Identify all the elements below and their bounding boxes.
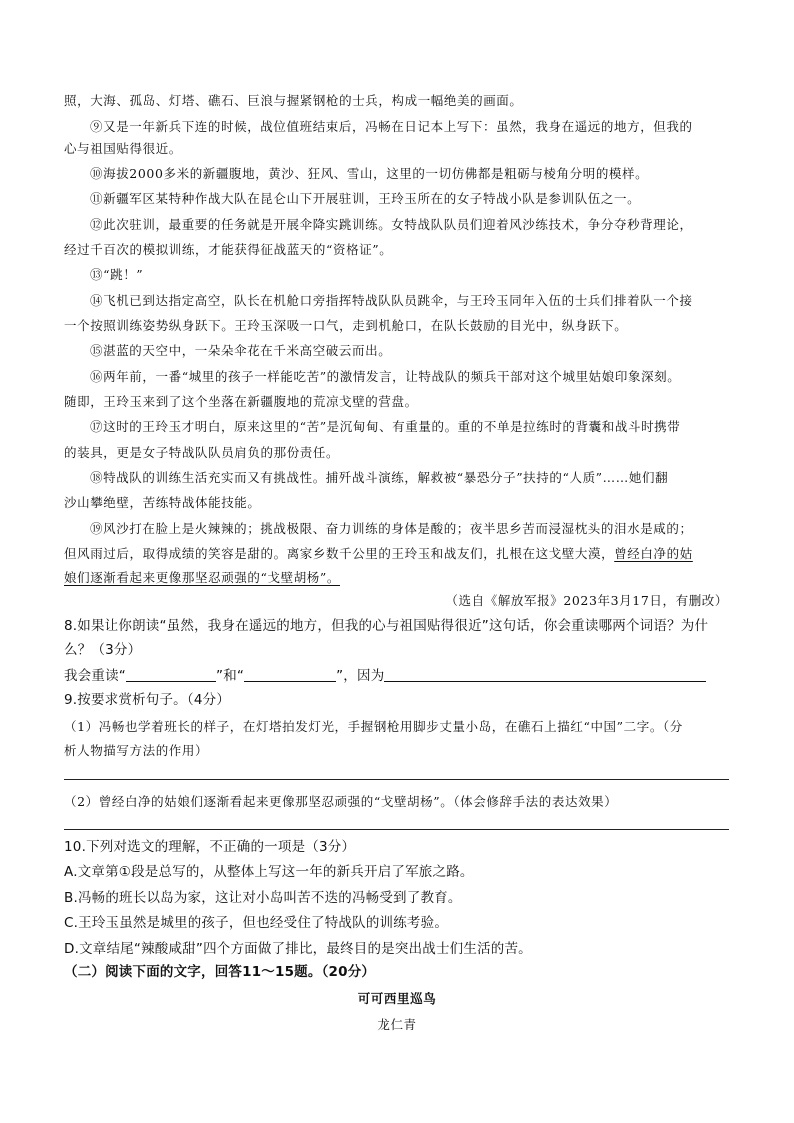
paragraph-17-line-1: ⑰这时的王玲玉才明白，原来这里的“苦”是沉甸甸、有重量的。重的不单是拉练时的背囊和战斗时携带 [90, 419, 681, 434]
paragraph-10: ⑩海拔2000多米的新疆腹地，黄沙、狂风、雪山，这里的一切仿佛都是粗砺与棱角分明的模样。 [90, 166, 649, 181]
answer-blank-word-1[interactable] [126, 667, 216, 682]
paragraph-9-line-2: 心与祖国贴得很近。 [64, 141, 182, 156]
answer-line-9-1[interactable] [64, 779, 729, 780]
paragraph-15: ⑮湛蓝的天空中，一朵朵伞花在千米高空破云而出。 [90, 343, 392, 358]
paragraph-19-line-1: ⑲风沙打在脸上是火辣辣的；挑战极限、奋力训练的身体是酸的；夜半思乡苦而浸湿枕头的泪水是咸的； [90, 521, 693, 536]
underlined-sentence-part-2: 娘们逐渐看起来更像那坚忍顽强的“戈壁胡杨”。 [64, 570, 340, 585]
article-title: 可可西里巡鸟 [357, 991, 437, 1006]
paragraph-14-line-1: ⑭飞机已到达指定高空，队长在机舱口旁指挥特战队队员跳伞，与王玲玉同年入伍的士兵们排着队一个接 [90, 293, 693, 308]
paragraph-11: ⑪新疆军区某特种作战大队在昆仑山下开展驻训，王玲玉所在的女子特战小队是参训队伍之一。 [90, 191, 641, 206]
paragraph-18-line-1: ⑱特战队的训练生活充实而又有挑战性。捕歼战斗演练，解救被“暴恐分子”扶持的“人质”……她们翻 [90, 470, 669, 485]
paragraph-19-line-3 [64, 565, 732, 590]
paragraph-19-line-2 [64, 541, 732, 566]
paragraph-14-line-2: 一个按照训练姿势纵身跃下。王玲玉深吸一口气，走到机舱口，在队长鼓励的目光中，纵身跃下。 [64, 318, 628, 333]
paragraph-17-line-2: 的装具，更是女子特战队队员肩负的那份责任。 [64, 445, 340, 460]
answer-prefix: 我会重读“ [64, 668, 126, 684]
question-10-option-c[interactable]: C.王玲玉虽然是城里的孩子，但也经受住了特战队的训练考验。 [64, 915, 449, 931]
answer-blank-reason[interactable] [384, 667, 706, 682]
question-10-option-d[interactable]: D.文章结尾“辣酸咸甜”四个方面做了排比，最终目的是突出战士们生活的苦。 [64, 941, 532, 957]
answer-mid: ”和“ [216, 668, 245, 684]
question-8-line-2: 么？（3分） [64, 642, 142, 658]
paragraph-13: ⑬“跳！” [90, 267, 144, 282]
question-9-title: 9.按要求赏析句子。（4分） [64, 692, 231, 708]
paragraph-18-line-2: 沙山攀绝壁，苦练特战体能技能。 [64, 495, 261, 510]
question-8-answer-line [64, 664, 732, 689]
paragraph-16-line-1: ⑯两年前，一番“城里的孩子一样能吃苦”的激情发言，让特战队的频兵干部对这个城里姑娘印象深刻。 [90, 369, 681, 384]
question-9-1-line-1: （1）冯畅也学着班长的样子，在灯塔拍发灯光，手握钢枪用脚步丈量小岛，在礁石上描红“中国”二字。（分 [64, 719, 683, 734]
paragraph-9-line-1: ⑨又是一年新兵下连的时候，战位值班结束后，冯畅在日记本上写下：虽然，我身在遥远的地方，但我的 [90, 119, 693, 134]
answer-blank-word-2[interactable] [244, 667, 336, 682]
question-8-line-1: 8.如果让你朗读“虽然，我身在遥远的地方，但我的心与祖国贴得很近”这句话，你会重读哪两个词语？为什 [64, 618, 709, 634]
article-author: 龙仁青 [377, 1017, 417, 1032]
underlined-sentence-part-1: 曾经白净的姑 [614, 546, 693, 561]
question-10-title: 10.下列对选文的理解，不正确的一项是（3分） [64, 839, 356, 855]
question-10-option-a[interactable]: A.文章第①段是总写的，从整体上写这一年的新兵开启了军旅之路。 [64, 864, 474, 880]
question-9-1-line-2: 析人物描写方法的作用） [64, 743, 209, 758]
passage-line: 照，大海、孤岛、灯塔、礁石、巨浪与握紧钢枪的士兵，构成一幅绝美的画面。 [64, 93, 523, 108]
paragraph-16-line-2: 随即，王玲玉来到了这个坐落在新疆腹地的荒凉戈壁的营盘。 [64, 394, 418, 409]
question-10-option-b[interactable]: B.冯畅的班长以岛为家，这让对小岛叫苦不迭的冯畅受到了教育。 [64, 890, 462, 906]
answer-suffix: ”，因为 [336, 668, 385, 684]
paragraph-19-plain-text: 但风雨过后，取得成绩的笑容是甜的。离家乡数千公里的王玲玉和战友们，扎根在这戈壁大漠， [64, 546, 615, 561]
paragraph-12-line-1: ⑫此次驻训，最重要的任务就是开展伞降实跳训练。女特战队队员们迎着风沙练技术，争分夺秒背理论， [90, 217, 693, 232]
source-citation: （选自《解放军报》2023年3月17日，有删改） [445, 593, 728, 608]
paragraph-12-line-2: 经过千百次的模拟训练，才能获得征战蓝天的“资格证”。 [64, 242, 393, 257]
section-2-heading: （二）阅读下面的文字，回答11～15题。（20分） [64, 964, 376, 980]
question-9-2: （2）曾经白净的姑娘们逐渐看起来更像那坚忍顽强的“戈壁胡杨”。（体会修辞手法的表达效果） [64, 794, 618, 809]
answer-line-9-2[interactable] [64, 829, 729, 830]
